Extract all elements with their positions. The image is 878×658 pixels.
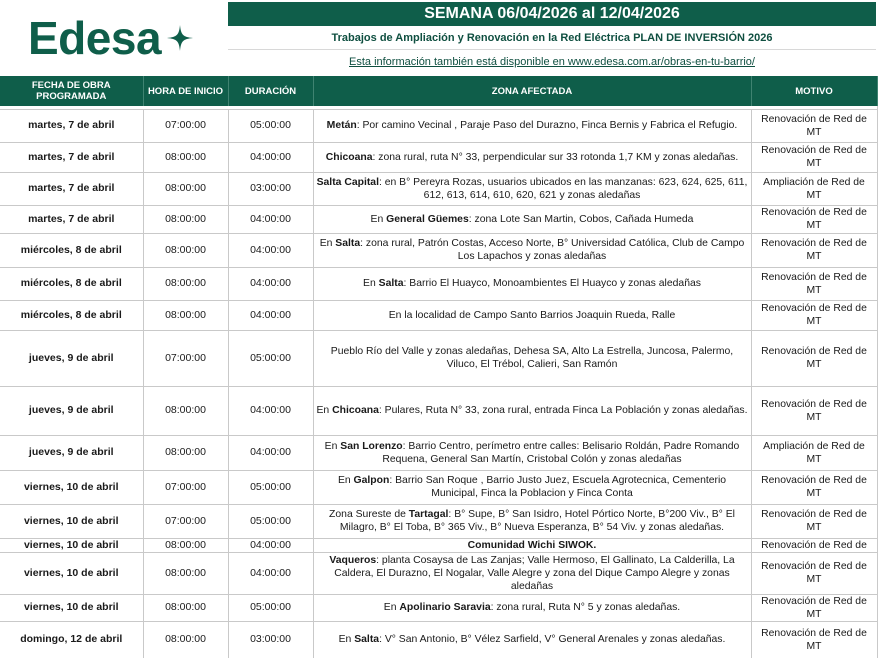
cell-zona bbox=[313, 205, 751, 233]
cell-fecha: jueves, 9 de abril bbox=[0, 330, 143, 386]
cell-hora: 08:00:00 bbox=[143, 621, 228, 658]
logo bbox=[0, 0, 228, 76]
cell-duracion: 04:00:00 bbox=[228, 538, 313, 552]
cell-motivo: Renovación de Red de MT bbox=[751, 621, 877, 658]
cell-fecha: martes, 7 de abril bbox=[0, 142, 143, 172]
zona-location: Tartagal bbox=[408, 509, 449, 520]
table-row bbox=[0, 205, 877, 233]
cell-duracion: 03:00:00 bbox=[228, 172, 313, 205]
zona-prefix: En bbox=[338, 634, 355, 645]
table-row bbox=[0, 594, 877, 621]
logo-text: Edesa bbox=[28, 12, 162, 64]
schedule-table bbox=[0, 76, 878, 658]
cell-fecha: viernes, 10 de abril bbox=[0, 538, 143, 552]
col-header-duracion: DURACIÓN bbox=[228, 76, 313, 106]
zona-location: Salta bbox=[335, 238, 361, 249]
cell-duracion: 05:00:00 bbox=[228, 504, 313, 538]
zona-detail: : B° Supe, B° San Isidro, Hotel Pórtico Norte, B°200 Viv., B° El Milagro, B° El Toba, B° 365 Viv., B° Nueva Esperanza, B° 54 Viv. y zonas aledañas. bbox=[339, 509, 735, 533]
table-row bbox=[0, 386, 877, 435]
table-row bbox=[0, 435, 877, 470]
col-header-fecha: FECHA DE OBRA PROGRAMADA bbox=[0, 76, 143, 106]
zona-location: Metán bbox=[326, 120, 357, 131]
zona-prefix: En bbox=[319, 238, 336, 249]
cell-zona bbox=[313, 435, 751, 470]
table-row bbox=[0, 233, 877, 267]
zona-detail: : Por camino Vecinal , Paraje Paso del Durazno, Finca Bernis y Fabrica el Refugio. bbox=[356, 120, 738, 131]
cell-fecha: miércoles, 8 de abril bbox=[0, 267, 143, 300]
table-row bbox=[0, 552, 877, 594]
cell-duracion: 05:00:00 bbox=[228, 330, 313, 386]
cell-duracion: 04:00:00 bbox=[228, 267, 313, 300]
zona-detail: : V° San Antonio, B° Vélez Sarfield, V° General Arenales y zonas aledañas. bbox=[379, 634, 726, 645]
cell-duracion: 05:00:00 bbox=[228, 109, 313, 142]
zona-detail: Pueblo Río del Valle y zonas aledañas, Dehesa SA, Alto La Estrella, Juncosa, Palermo, Viluco, El Trébol, Calieri, San Ramón bbox=[330, 346, 734, 370]
cell-hora: 08:00:00 bbox=[143, 435, 228, 470]
cell-hora: 08:00:00 bbox=[143, 172, 228, 205]
zona-detail: : zona rural, Patrón Costas, Acceso Norte, B° Universidad Católica, Club de Campo Los Lapachos y zonas aledañas bbox=[360, 238, 745, 262]
zona-detail: En la localidad de Campo Santo Barrios Joaquin Rueda, Ralle bbox=[388, 309, 676, 321]
cell-fecha: domingo, 12 de abril bbox=[0, 621, 143, 658]
cell-hora: 08:00:00 bbox=[143, 386, 228, 435]
header bbox=[0, 0, 878, 76]
cell-fecha: viernes, 10 de abril bbox=[0, 552, 143, 594]
table-row bbox=[0, 470, 877, 504]
four-point-star-icon bbox=[165, 23, 195, 53]
cell-zona bbox=[313, 172, 751, 205]
zona-location: San Lorenzo bbox=[340, 440, 403, 452]
cell-hora: 07:00:00 bbox=[143, 109, 228, 142]
zona-location: Salta Capital bbox=[316, 176, 379, 188]
cell-motivo: Renovación de Red de MT bbox=[751, 504, 877, 538]
cell-zona bbox=[313, 300, 751, 330]
zona-location: Vaqueros bbox=[329, 554, 377, 566]
col-header-hora: HORA DE INICIO bbox=[143, 76, 228, 106]
zona-detail: : Pulares, Ruta N° 33, zona rural, entrada Finca La Población y zonas aledañas. bbox=[378, 405, 748, 416]
zona-location: Salta bbox=[354, 634, 380, 645]
cell-zona bbox=[313, 386, 751, 435]
table-row bbox=[0, 109, 877, 142]
cell-fecha: jueves, 9 de abril bbox=[0, 435, 143, 470]
cell-hora: 08:00:00 bbox=[143, 205, 228, 233]
cell-hora: 07:00:00 bbox=[143, 330, 228, 386]
cell-fecha: jueves, 9 de abril bbox=[0, 386, 143, 435]
zona-location: Apolinario Saravia bbox=[399, 602, 491, 613]
zona-location: Salta bbox=[378, 278, 404, 289]
cell-motivo: Renovación de Red de MT bbox=[751, 386, 877, 435]
table-row bbox=[0, 267, 877, 300]
cell-fecha: martes, 7 de abril bbox=[0, 172, 143, 205]
cell-motivo: Renovación de Red de MT bbox=[751, 233, 877, 267]
zona-detail: : Barrio Centro, perímetro entre calles: Belisario Roldán, Padre Romando Requena, General San Martín, Cristobal Colón y zonas aledañas bbox=[382, 440, 740, 465]
zona-location: Chicoana bbox=[332, 405, 379, 416]
zona-detail: : zona rural, ruta N° 33, perpendicular sur 33 rotonda 1,7 KM y zonas aledañas. bbox=[372, 151, 739, 163]
cell-zona bbox=[313, 330, 751, 386]
cell-zona bbox=[313, 109, 751, 142]
cell-zona bbox=[313, 504, 751, 538]
cell-hora: 08:00:00 bbox=[143, 300, 228, 330]
cell-fecha: martes, 7 de abril bbox=[0, 205, 143, 233]
cell-hora: 08:00:00 bbox=[143, 267, 228, 300]
cell-fecha: martes, 7 de abril bbox=[0, 109, 143, 142]
cell-fecha: miércoles, 8 de abril bbox=[0, 233, 143, 267]
cell-duracion: 04:00:00 bbox=[228, 300, 313, 330]
zona-location: Chicoana bbox=[325, 151, 373, 163]
zona-detail: : planta Cosaysa de Las Zanjas; Valle Hermoso, El Gallinato, La Calderilla, La Caldera, El Durazno, El Nogalar, Valle Alegre y zona del Dique Campo Alegre y zonas aledañas bbox=[334, 554, 735, 592]
cell-duracion: 05:00:00 bbox=[228, 594, 313, 621]
cell-zona bbox=[313, 267, 751, 300]
cell-duracion: 05:00:00 bbox=[228, 470, 313, 504]
cell-motivo: Renovación de Red de MT bbox=[751, 552, 877, 594]
col-header-motivo: MOTIVO bbox=[751, 76, 877, 106]
cell-motivo: Renovación de Red de MT bbox=[751, 594, 877, 621]
cell-motivo: Ampliación de Red de MT bbox=[751, 435, 877, 470]
cell-hora: 08:00:00 bbox=[143, 538, 228, 552]
cell-motivo: Renovación de Red de MT bbox=[751, 142, 877, 172]
cell-duracion: 04:00:00 bbox=[228, 435, 313, 470]
cell-duracion: 04:00:00 bbox=[228, 233, 313, 267]
cell-fecha: viernes, 10 de abril bbox=[0, 470, 143, 504]
cell-fecha: viernes, 10 de abril bbox=[0, 594, 143, 621]
cell-hora: 07:00:00 bbox=[143, 470, 228, 504]
zona-detail: : Barrio San Roque , Barrio Justo Juez, Escuela Agrotecnica, Cementerio Municipal, Finca la Poblacion y Finca Conta bbox=[389, 475, 727, 499]
table-row bbox=[0, 330, 877, 386]
zona-detail: : zona rural, Ruta N° 5 y zonas aledañas. bbox=[490, 602, 681, 613]
table-row bbox=[0, 621, 877, 658]
cell-hora: 08:00:00 bbox=[143, 142, 228, 172]
zona-prefix: En bbox=[370, 213, 387, 225]
cell-hora: 07:00:00 bbox=[143, 504, 228, 538]
cell-zona bbox=[313, 142, 751, 172]
zona-prefix: En bbox=[316, 405, 333, 416]
info-link[interactable]: Esta información también está disponible en www.edesa.com.ar/obras-en-tu-barrio/ bbox=[349, 56, 755, 68]
cell-motivo: Renovación de Red de MT bbox=[751, 267, 877, 300]
cell-hora: 08:00:00 bbox=[143, 233, 228, 267]
cell-duracion: 03:00:00 bbox=[228, 621, 313, 658]
cell-zona bbox=[313, 538, 751, 552]
cell-motivo: Renovación de Red de MT bbox=[751, 300, 877, 330]
cell-motivo: Ampliación de Red de MT bbox=[751, 172, 877, 205]
zona-detail: : Barrio El Huayco, Monoambientes El Huayco y zonas aledañas bbox=[403, 278, 701, 289]
zona-location: Galpon bbox=[353, 475, 390, 486]
table-header-row bbox=[0, 76, 877, 106]
cell-duracion: 04:00:00 bbox=[228, 386, 313, 435]
col-header-zona: ZONA AFECTADA bbox=[313, 76, 751, 106]
table-row bbox=[0, 172, 877, 205]
table-row bbox=[0, 300, 877, 330]
cell-motivo: Renovación de Red de MT bbox=[751, 205, 877, 233]
cell-motivo: Renovación de Red de MT bbox=[751, 109, 877, 142]
cell-zona bbox=[313, 621, 751, 658]
zona-prefix: Zona Sureste de bbox=[329, 509, 409, 520]
zona-location: General Güemes bbox=[386, 213, 469, 225]
zona-prefix: En bbox=[324, 440, 341, 452]
cell-motivo: Renovación de Red de MT bbox=[751, 470, 877, 504]
page-subtitle: Trabajos de Ampliación y Renovación en la Red Eléctrica PLAN DE INVERSIÓN 2026 bbox=[331, 32, 773, 44]
cell-hora: 08:00:00 bbox=[143, 552, 228, 594]
zona-detail: : zona Lote San Martin, Cobos, Cañada Humeda bbox=[468, 213, 694, 225]
cell-motivo: Renovación de Red de MT bbox=[751, 330, 877, 386]
table-row bbox=[0, 538, 877, 552]
table-body bbox=[0, 106, 877, 658]
cell-duracion: 04:00:00 bbox=[228, 205, 313, 233]
page-title: SEMANA 06/04/2026 al 12/04/2026 bbox=[228, 2, 876, 26]
cell-motivo: Renovación de Red de bbox=[751, 538, 877, 552]
cell-zona bbox=[313, 470, 751, 504]
zona-detail: : en B° Pereyra Rozas, usuarios ubicados en las manzanas: 623, 624, 625, 611, 612, 613, 614, 610, 620, 621 y zonas aledañas bbox=[378, 176, 748, 201]
cell-duracion: 04:00:00 bbox=[228, 552, 313, 594]
cell-hora: 08:00:00 bbox=[143, 594, 228, 621]
zona-location: Comunidad Wichi SIWOK. bbox=[467, 539, 597, 551]
cell-zona bbox=[313, 552, 751, 594]
cell-duracion: 04:00:00 bbox=[228, 142, 313, 172]
zona-prefix: En bbox=[363, 278, 379, 289]
table-row bbox=[0, 504, 877, 538]
zona-prefix: En bbox=[383, 602, 400, 613]
cell-zona bbox=[313, 233, 751, 267]
cell-zona bbox=[313, 594, 751, 621]
zona-prefix: En bbox=[337, 475, 354, 486]
table-row bbox=[0, 142, 877, 172]
cell-fecha: miércoles, 8 de abril bbox=[0, 300, 143, 330]
cell-fecha: viernes, 10 de abril bbox=[0, 504, 143, 538]
